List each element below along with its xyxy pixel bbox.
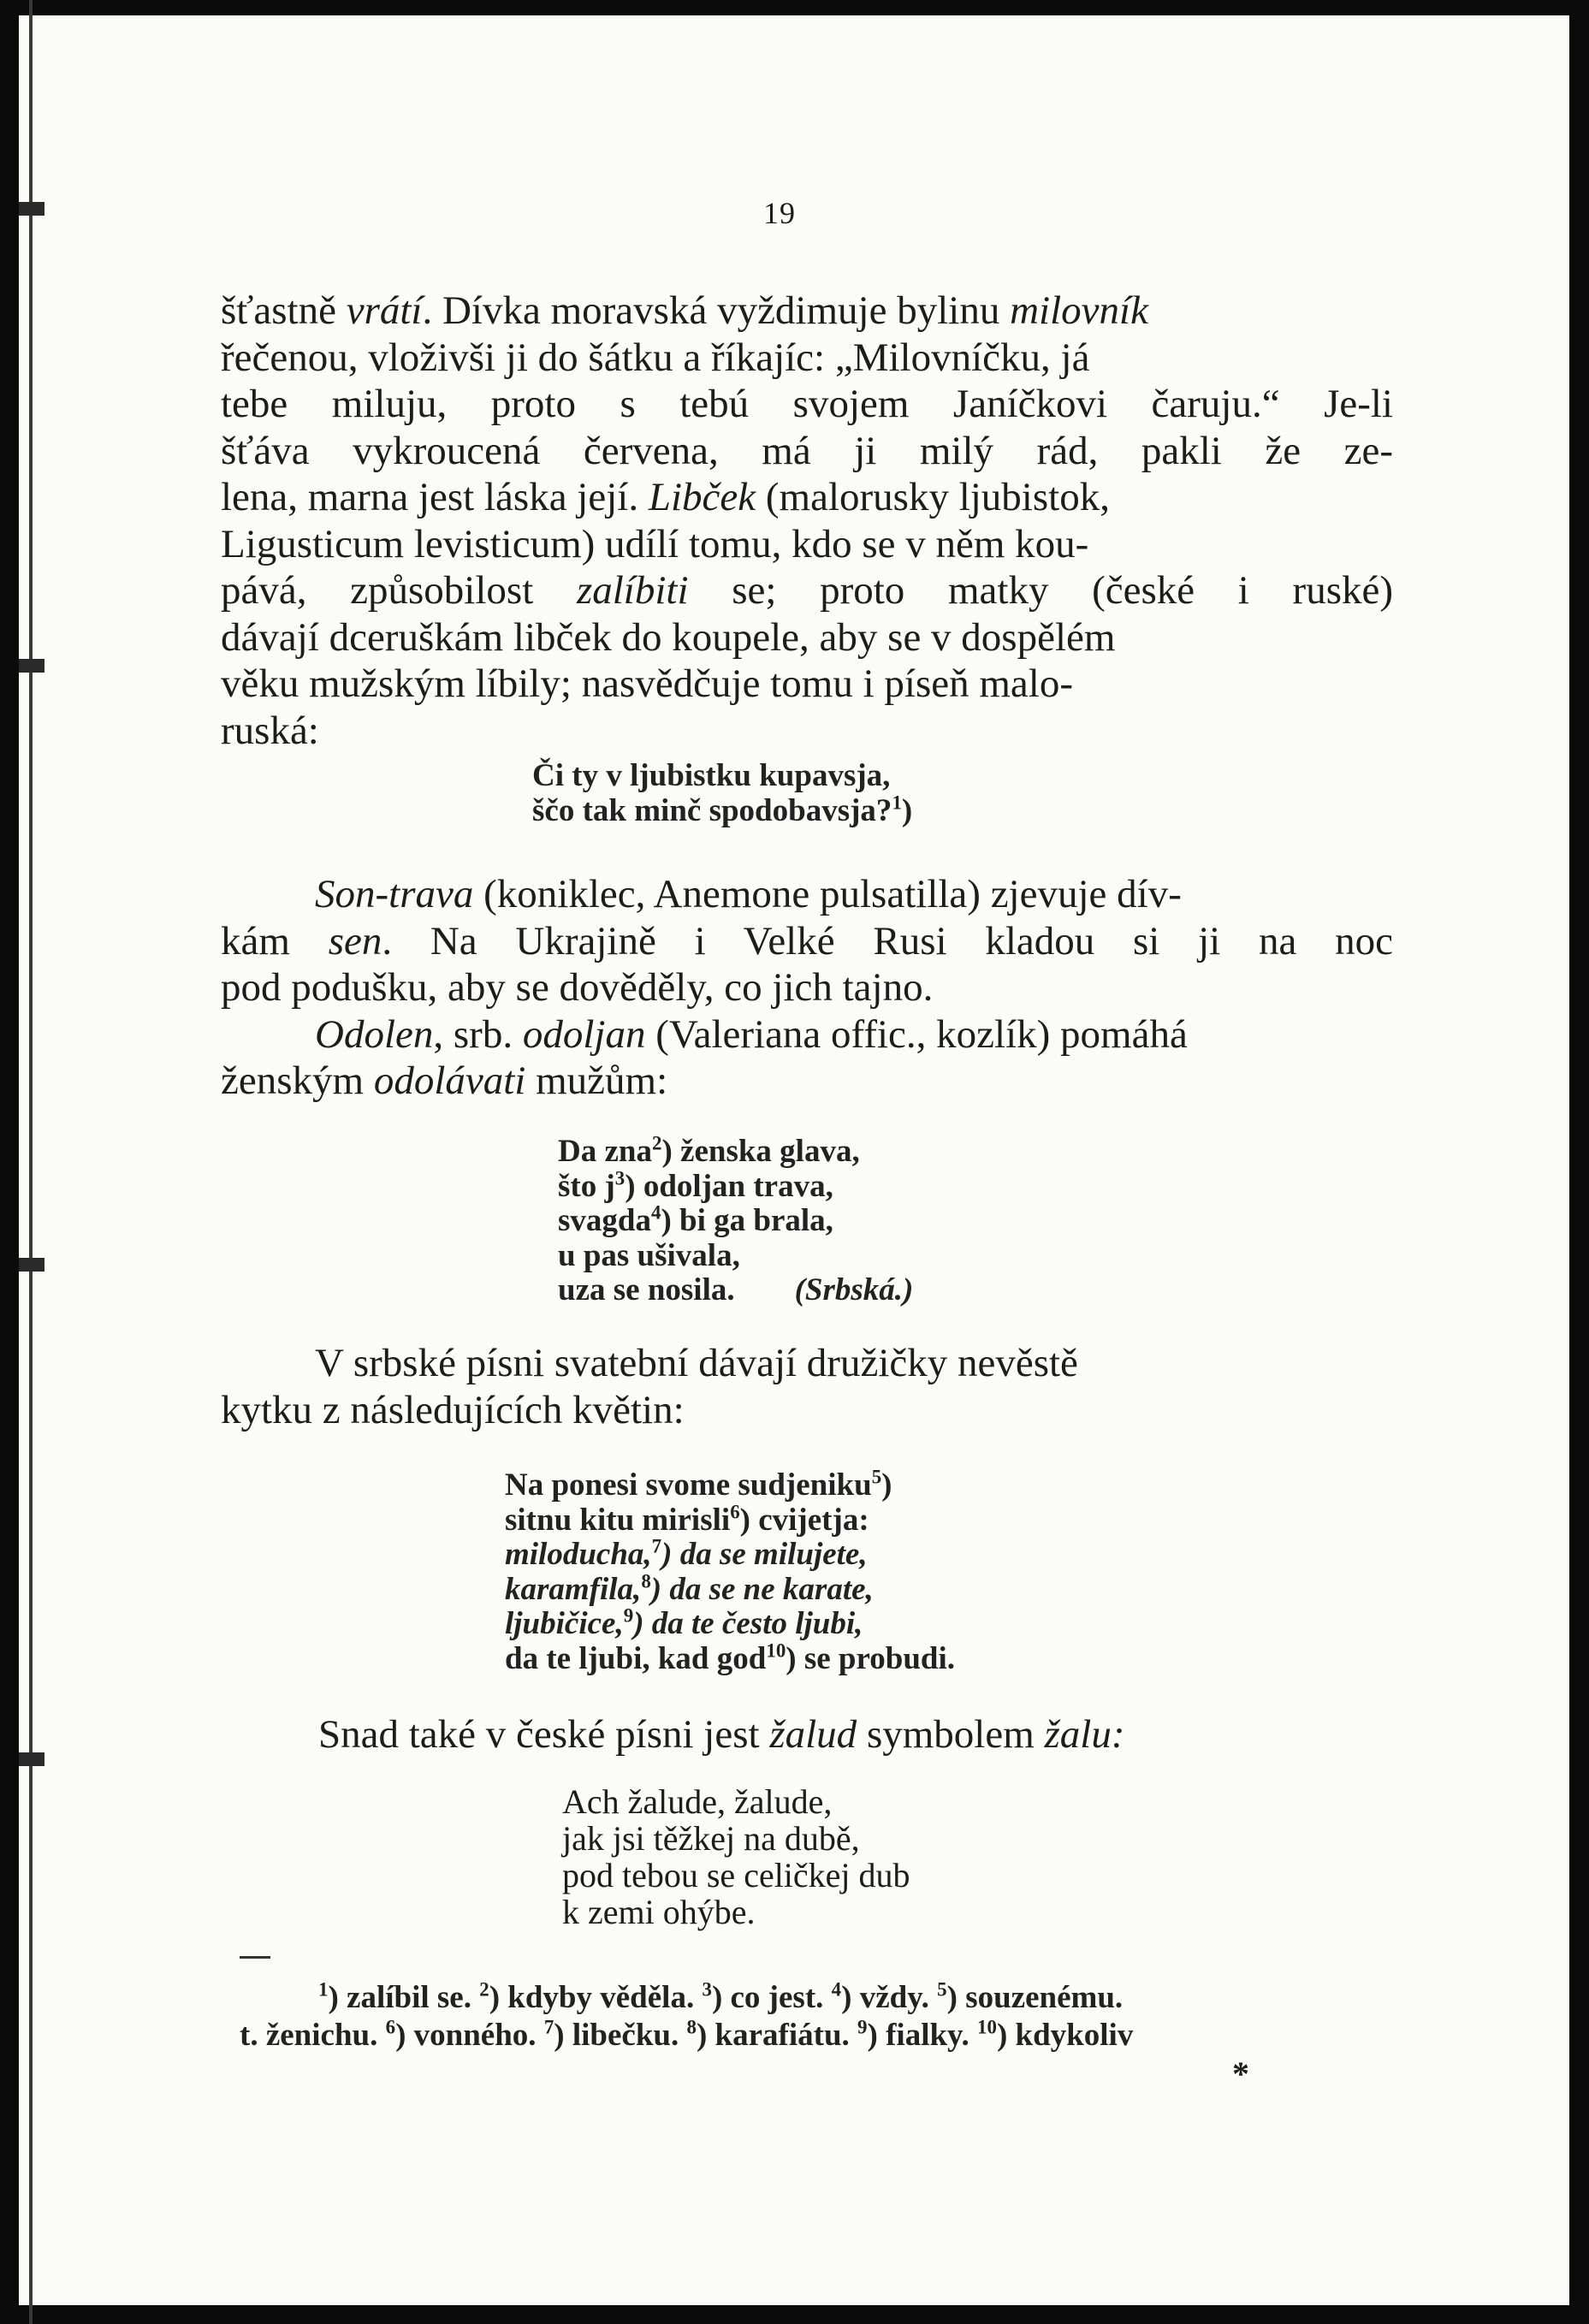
footnote-ref: 8 <box>641 1570 651 1592</box>
verse-line <box>505 1468 955 1503</box>
footnote-ref: 9 <box>623 1604 634 1627</box>
footnote-ref: 7 <box>651 1535 662 1557</box>
footnote-text: ) karafiátu. <box>696 2018 858 2053</box>
footnote <box>318 1980 479 2015</box>
footnote <box>544 2018 687 2053</box>
text: sitnu kitu mirisli <box>505 1502 731 1538</box>
text: ščo tak minč spodobavsja? <box>532 793 892 828</box>
footnote-number: 1 <box>318 1978 329 2001</box>
footnote-text: ) souzenému. <box>946 1980 1124 2015</box>
footnote <box>937 1980 1123 2015</box>
footnote-line <box>240 1979 1133 2017</box>
verse-svatebni <box>505 1468 955 1676</box>
footnote-ref: 4 <box>650 1201 661 1224</box>
edge-tab-marker <box>19 1752 44 1766</box>
footnote-number: 8 <box>686 2016 697 2038</box>
footnote <box>479 1980 702 2015</box>
text: se; proto matky (české i ruské) <box>688 568 1393 613</box>
footnote-ref: 2 <box>651 1132 662 1154</box>
text: (malorusky ljubistok, <box>756 475 1110 519</box>
verse-line <box>505 1570 955 1608</box>
text: kám <box>221 918 329 963</box>
text: . Na Ukrajině i Velké Rusi kladou si ji na noc <box>382 918 1393 963</box>
paragraph-zalud <box>318 1711 1125 1758</box>
text: , srb. <box>433 1011 523 1057</box>
footnote-text: t. ženichu. <box>240 2018 386 2053</box>
footnote-text: ) kdyby věděla. <box>489 1980 703 2015</box>
footnote-text: ) kdykoliv <box>996 2018 1134 2053</box>
footnote-text: ) co jest. <box>711 1980 832 2015</box>
italic-term: milovník <box>1010 288 1148 333</box>
footnote-number: 6 <box>385 2016 396 2038</box>
text-line <box>318 1711 1125 1758</box>
verse-line <box>558 1273 913 1308</box>
text: Na ponesi svome sudjeniku <box>505 1467 872 1503</box>
text-line <box>221 871 1393 918</box>
footnote-ref: 10 <box>766 1639 786 1662</box>
page-edge-line <box>29 0 33 2324</box>
paragraph-svatebni <box>221 1340 1393 1433</box>
text: . Dívka moravská vyždimuje bylinu <box>422 288 1011 333</box>
text-line: pod podušku, aby se dověděly, co jich tajno. <box>221 965 934 1010</box>
footnote <box>702 1980 831 2015</box>
verse-line <box>505 1639 956 1677</box>
italic-term: Son-trava <box>315 872 474 916</box>
verse-line: jak jsi těžkej na dubě, <box>562 1819 860 1858</box>
footnote-text: ) fialky. <box>867 2018 978 2053</box>
text-line: šťáva vykroucená červena, má ji milý rád, pakli že ze- <box>221 428 1393 473</box>
footnote <box>687 2018 858 2053</box>
text-line: řečenou, vloživši ji do šátku a říkajíc: „Milovníčku, já <box>221 335 1090 380</box>
italic-text: ) da se milujete, <box>661 1537 868 1572</box>
footnote-text: ) vonného. <box>395 2018 544 2053</box>
text: uza se nosila. <box>558 1272 735 1307</box>
verse-line: u pas ušivala, <box>558 1237 740 1273</box>
footnote-ref: 1 <box>892 791 902 814</box>
text-line <box>221 1011 1393 1058</box>
text: šťastně <box>221 288 347 333</box>
text: ) <box>901 793 913 828</box>
footnote-text: ) vždy. <box>841 1980 938 2015</box>
edge-tab-marker <box>19 659 44 673</box>
footnote-text: ) libečku. <box>554 2018 687 2053</box>
text: Snad také v české písni jest <box>318 1712 770 1757</box>
verse-line: k zemi ohýbe. <box>562 1893 756 1931</box>
page-number: 19 <box>763 196 796 230</box>
text: što j <box>558 1168 615 1204</box>
text: pává, způsobilost <box>221 568 577 613</box>
text-line: ruská: <box>221 708 319 753</box>
footnote-number: 4 <box>831 1978 842 2001</box>
text: ) se probudi. <box>786 1640 956 1676</box>
footnote-number: 5 <box>937 1978 947 2001</box>
footnote-text: ) zalíbil se. <box>328 1980 480 2015</box>
verse-odoljan <box>558 1132 914 1308</box>
edge-tab-marker <box>19 202 44 216</box>
footnote-number: 9 <box>857 2016 868 2038</box>
verse-line <box>532 793 912 828</box>
text-line: V srbské písni svatební dávají družičky nevěstě <box>315 1341 1078 1385</box>
verse-zalud <box>562 1783 910 1930</box>
verse-line <box>505 1503 955 1538</box>
text-line <box>221 918 1393 965</box>
italic-term: odoljan <box>522 1011 646 1057</box>
text-line: věku mužským líbily; nasvědčuje tomu i píseň malo- <box>221 661 1073 706</box>
text-line <box>221 1058 1393 1105</box>
verse-line: Či ty v ljubistku kupavsja, <box>532 758 891 793</box>
text: ) odoljan trava, <box>625 1168 833 1204</box>
footnote-number: 2 <box>479 1978 489 2001</box>
paragraph-son-trava <box>221 871 1393 1105</box>
text: da te ljubi, kad god <box>505 1640 767 1676</box>
text-line <box>221 567 1393 614</box>
text: svagda <box>558 1203 651 1238</box>
footnote-number: 7 <box>543 2016 554 2038</box>
verse-line: pod tebou se celičkej dub <box>562 1856 910 1894</box>
italic-term: vrátí <box>346 288 423 333</box>
footnote <box>977 2018 1133 2053</box>
text-line: Ligusticum levisticum) udílí tomu, kdo se v něm kou- <box>221 521 1089 566</box>
italic-term: karamfila, <box>505 1571 642 1607</box>
text-line: tebe miluju, proto s tebú svojem Janíčkovi čaruju.“ Je-li <box>221 382 1393 426</box>
text: Da zna <box>558 1134 652 1169</box>
text: ) cvijetja: <box>739 1502 869 1538</box>
text: ) ženska glava, <box>661 1134 860 1169</box>
verse-line <box>505 1604 955 1642</box>
italic-term: žalu: <box>1044 1712 1125 1757</box>
text: (koniklec, Anemone pulsatilla) zjevuje dív- <box>473 872 1182 916</box>
verse-ljubistok <box>532 758 912 828</box>
footnote <box>386 2018 544 2053</box>
footnote <box>832 1980 938 2015</box>
scan-binding-shadow <box>0 0 9 2324</box>
verse-line <box>558 1167 913 1205</box>
italic-term: sen <box>328 918 382 963</box>
text-line: kytku z následujících květin: <box>221 1387 685 1432</box>
footnote-number: 3 <box>702 1978 712 2001</box>
footnote-ref: 3 <box>614 1167 626 1189</box>
text: ženským <box>221 1058 374 1103</box>
signature-mark: * <box>1232 2054 1249 2093</box>
footnote-line <box>240 2017 1133 2054</box>
footnote <box>857 2018 977 2053</box>
italic-term: zalíbiti <box>576 568 689 613</box>
book-page <box>19 15 1569 2305</box>
footnote-separator <box>240 1956 270 1959</box>
italic-term: miloducha, <box>505 1537 652 1572</box>
edge-tab-marker <box>19 1258 44 1272</box>
italic-text: ) da te često ljubi, <box>633 1606 863 1641</box>
italic-text: ) da se ne karate, <box>650 1571 874 1607</box>
italic-term: Libček <box>648 475 756 519</box>
footnotes <box>240 1979 1133 2054</box>
verse-line <box>558 1201 913 1239</box>
text-line <box>221 288 1393 335</box>
paragraph-libcek <box>221 288 1393 754</box>
footnote-ref: 6 <box>730 1501 740 1523</box>
text: ) <box>881 1467 892 1503</box>
text-line: dávají dceruškám libček do koupele, aby se v dospělém <box>221 614 1116 660</box>
verse-line <box>558 1132 913 1170</box>
verse-line <box>505 1535 955 1573</box>
italic-term: Odolen <box>315 1011 434 1057</box>
text: mužům: <box>525 1058 668 1103</box>
text: symbolem <box>857 1712 1045 1757</box>
text: lena, marna jest láska její. <box>221 475 649 519</box>
footnote-ref: 5 <box>871 1466 882 1488</box>
italic-term: ljubičice, <box>505 1606 624 1641</box>
italic-term: odolávati <box>373 1058 526 1103</box>
text-line <box>221 474 1393 521</box>
source-attribution: (Srbská.) <box>794 1272 914 1307</box>
verse-line: Ach žalude, žalude, <box>562 1782 833 1821</box>
italic-term: žalud <box>769 1712 857 1757</box>
text: (Valeriana offic., kozlík) pomáhá <box>645 1011 1188 1057</box>
footnote-number: 10 <box>977 2016 997 2038</box>
text: ) bi ga brala, <box>661 1203 833 1238</box>
